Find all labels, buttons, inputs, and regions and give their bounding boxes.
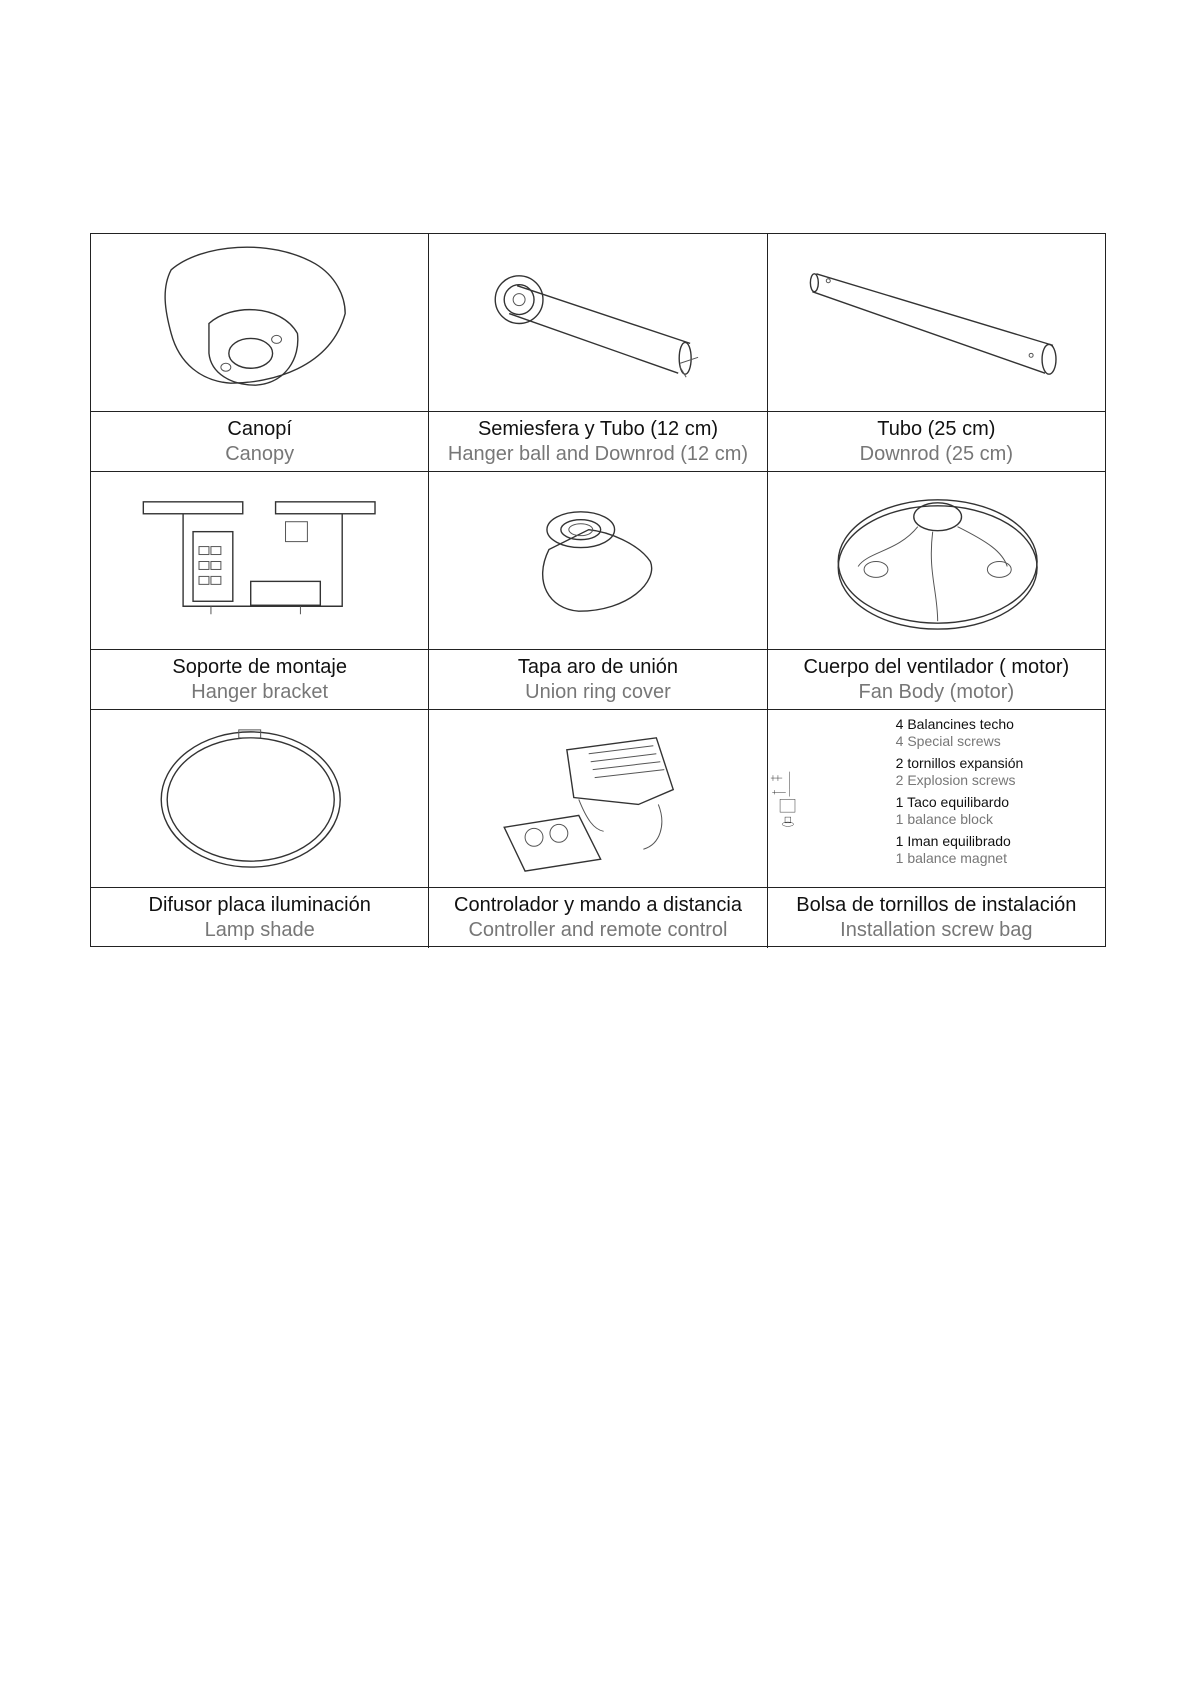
part-name-en: Lamp shade xyxy=(204,919,315,941)
part-name-es: Controlador y mando a distancia xyxy=(454,894,742,916)
part-label-lamp-shade xyxy=(91,888,429,948)
screw-bag-image xyxy=(768,710,1105,887)
image-row-1 xyxy=(91,234,1105,412)
fan-body-motor-image xyxy=(768,472,1105,649)
screw-bag-list xyxy=(896,716,1024,872)
part-label-canopy xyxy=(91,412,429,471)
image-row-2 xyxy=(91,472,1105,650)
screw-item-es: 4 Balancines techo xyxy=(895,716,1014,732)
part-name-en: Canopy xyxy=(225,442,295,465)
label-row-3 xyxy=(91,888,1105,948)
part-name-es: Canopí xyxy=(227,417,292,440)
label-row-2 xyxy=(91,650,1105,710)
lamp-shade-image xyxy=(91,710,429,887)
part-name-en: Fan Body (motor) xyxy=(858,680,1015,703)
hanger-ball-downrod-image xyxy=(429,234,767,411)
part-label-union-ring-cover xyxy=(429,650,767,709)
parts-table xyxy=(90,233,1106,947)
screw-item-en: 1 balance block xyxy=(895,811,993,827)
part-name-en: Hanger ball and Downrod (12 cm) xyxy=(447,442,749,465)
screw-item-es: 2 tornillos expansión xyxy=(895,755,1024,771)
image-row-3 xyxy=(91,710,1105,888)
part-label-fan-body xyxy=(768,650,1105,709)
label-row-1 xyxy=(91,412,1105,472)
screw-item-en: 1 balance magnet xyxy=(895,850,1007,866)
part-name-es: Tubo (25 cm) xyxy=(877,417,996,440)
union-ring-cover-image xyxy=(429,472,767,649)
part-name-es: Cuerpo del ventilador ( motor) xyxy=(803,655,1070,678)
downrod-25-image xyxy=(768,234,1105,411)
part-name-es: Semiesfera y Tubo (12 cm) xyxy=(477,417,719,440)
part-name-es: Difusor placa iluminación xyxy=(148,894,371,916)
part-name-en: Downrod (25 cm) xyxy=(859,442,1014,465)
part-name-en: Installation screw bag xyxy=(840,919,1033,941)
hanger-bracket-image xyxy=(91,472,429,649)
part-label-hanger-ball xyxy=(429,412,767,471)
part-name-es: Tapa aro de unión xyxy=(517,655,679,678)
part-name-es: Soporte de montaje xyxy=(172,655,347,678)
part-name-es: Bolsa de tornillos de instalación xyxy=(796,894,1077,916)
part-label-downrod xyxy=(768,412,1105,471)
part-label-controller xyxy=(429,888,767,948)
screw-item-en: 4 Special screws xyxy=(895,733,1001,749)
screw-item xyxy=(896,833,1024,867)
screw-item-es: 1 Iman equilibrado xyxy=(895,833,1011,849)
part-name-en: Union ring cover xyxy=(525,680,671,703)
screw-item xyxy=(896,716,1024,750)
part-name-en: Controller and remote control xyxy=(468,919,728,941)
controller-remote-image xyxy=(429,710,767,887)
screw-item xyxy=(896,755,1024,789)
screw-item-es: 1 Taco equilibardo xyxy=(895,794,1010,810)
part-label-screw-bag xyxy=(768,888,1105,948)
part-name-en: Hanger bracket xyxy=(191,680,329,703)
screw-item-en: 2 Explosion screws xyxy=(895,772,1016,788)
part-label-hanger-bracket xyxy=(91,650,429,709)
screw-item xyxy=(896,794,1024,828)
canopy-image xyxy=(91,234,429,411)
